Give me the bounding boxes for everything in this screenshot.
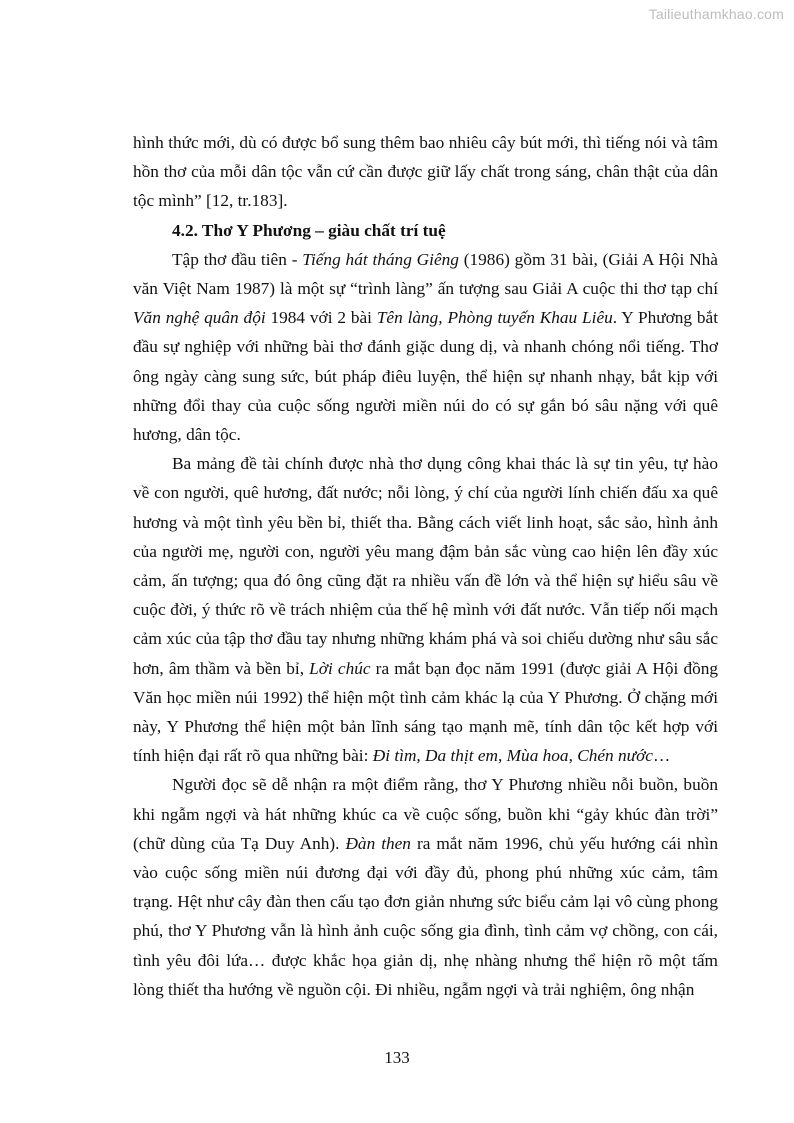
paragraph-intro: hình thức mới, dù có được bổ sung thêm bao nhiêu cây bút mới, thì tiếng nói và tâm hồn thơ của mỗi dân tộc vẫn cứ cần được giữ lấy chất trong sáng, chân thật của dân tộc mình” [12, tr.183].: [133, 133, 718, 211]
text-run: Tập thơ đầu tiên -: [172, 249, 303, 269]
text-run: …: [652, 746, 671, 766]
paragraph-2: [133, 449, 718, 770]
watermark-text: Tailieuthamkhao.com: [648, 6, 784, 22]
italic-title: Đi tìm, Da thịt em, Mùa hoa, Chén nước: [372, 746, 653, 766]
paragraph-3: [133, 770, 718, 1004]
italic-title: Tiếng hát tháng Giêng: [302, 249, 459, 269]
text-run: . Y Phương bắt đầu sự nghiệp với những bài thơ đánh giặc dung dị, và nhanh chóng nổi tiếng. Thơ ông ngày càng sung sức, bút pháp điêu luyện, thể hiện sự nhanh nhạy, bắt kịp với những đổi thay của cuộc sống người miền núi do có sự gắn bó sâu nặng với quê hương, dân tộc.: [133, 308, 718, 445]
text-run: (1986) gồm 31 bài, (Giải A Hội Nhà văn Việt Nam 1987) là một sự “trình làng” ấn tượng sau Giải A cuộc thi thơ tạp chí: [133, 249, 718, 299]
text-run: 1984 với 2 bài: [265, 308, 377, 328]
text-run: Ba mảng đề tài chính được nhà thơ dụng công khai thác là sự tin yêu, tự hào về con người, quê hương, đất nước; nỗi lòng, ý chí của người lính chiến đấu xa quê hương và một tình yêu bền bỉ, thiết tha. Bằng cách viết linh hoạt, sắc sảo, hình ảnh của người mẹ, người con, người yêu mang đậm bản sắc vùng cao hiện lên đầy xúc cảm, ấn tượng; qua đó ông cũng đặt ra nhiều vấn đề lớn và thể hiện sự hiểu sâu về cuộc đời, ý thức rõ về trách nhiệm của thế hệ mình với đất nước. Vẫn tiếp nối mạch cảm xúc của tập thơ đầu tay nhưng những khám phá và soi chiếu dường như sâu sắc hơn, âm thầm và bền bỉ,: [133, 454, 718, 678]
text-run: Người đọc sẽ dễ nhận ra một điểm rằng, thơ Y Phương nhiều nỗi buồn, buồn khi ngẫm ngợi và hát những khúc ca về cuộc sống, buồn khi “gảy khúc đàn trời” (chữ dùng của Tạ Duy Anh).: [133, 775, 718, 853]
section-heading: 4.2. Thơ Y Phương – giàu chất trí tuệ: [172, 220, 446, 240]
italic-title: Tên làng, Phòng tuyến Khau Liêu: [376, 308, 613, 328]
text-run: ra mắt năm 1996, chủ yếu hướng cái nhìn vào cuộc sống miền núi đương đại với đầy đủ, phong phú những xúc cảm, tâm trạng. Hệt như cây đàn then cấu tạo đơn giản nhưng sức biểu cảm lại vô cùng phong phú, thơ Y Phương vẫn là hình ảnh cuộc sống gia đình, tình cảm vợ chồng, con cái, tình yêu đôi lứa… được khắc họa giản dị, nhẹ nhàng nhưng thể hiện rõ một tấm lòng thiết tha hướng về nguồn cội. Đi nhiều, ngẫm ngợi và trải nghiệm, ông nhận: [133, 833, 718, 999]
italic-title: Đàn then: [345, 833, 411, 853]
paragraph-1: [133, 245, 718, 449]
page-number: 133: [384, 1048, 410, 1067]
document-body: [133, 128, 718, 1004]
text-run: ra mắt bạn đọc năm 1991 (được giải A Hội đồng Văn học miền núi 1992) thể hiện một tình cảm khác lạ của Y Phương. Ở chặng mới này, Y Phương thể hiện một bản lĩnh sáng tạo mạnh mẽ, tính dân tộc kết hợp với tính hiện đại rất rõ qua những bài:: [133, 658, 719, 766]
italic-title: Lời chúc: [309, 658, 371, 678]
italic-title: Văn nghệ quân đội: [133, 308, 266, 328]
